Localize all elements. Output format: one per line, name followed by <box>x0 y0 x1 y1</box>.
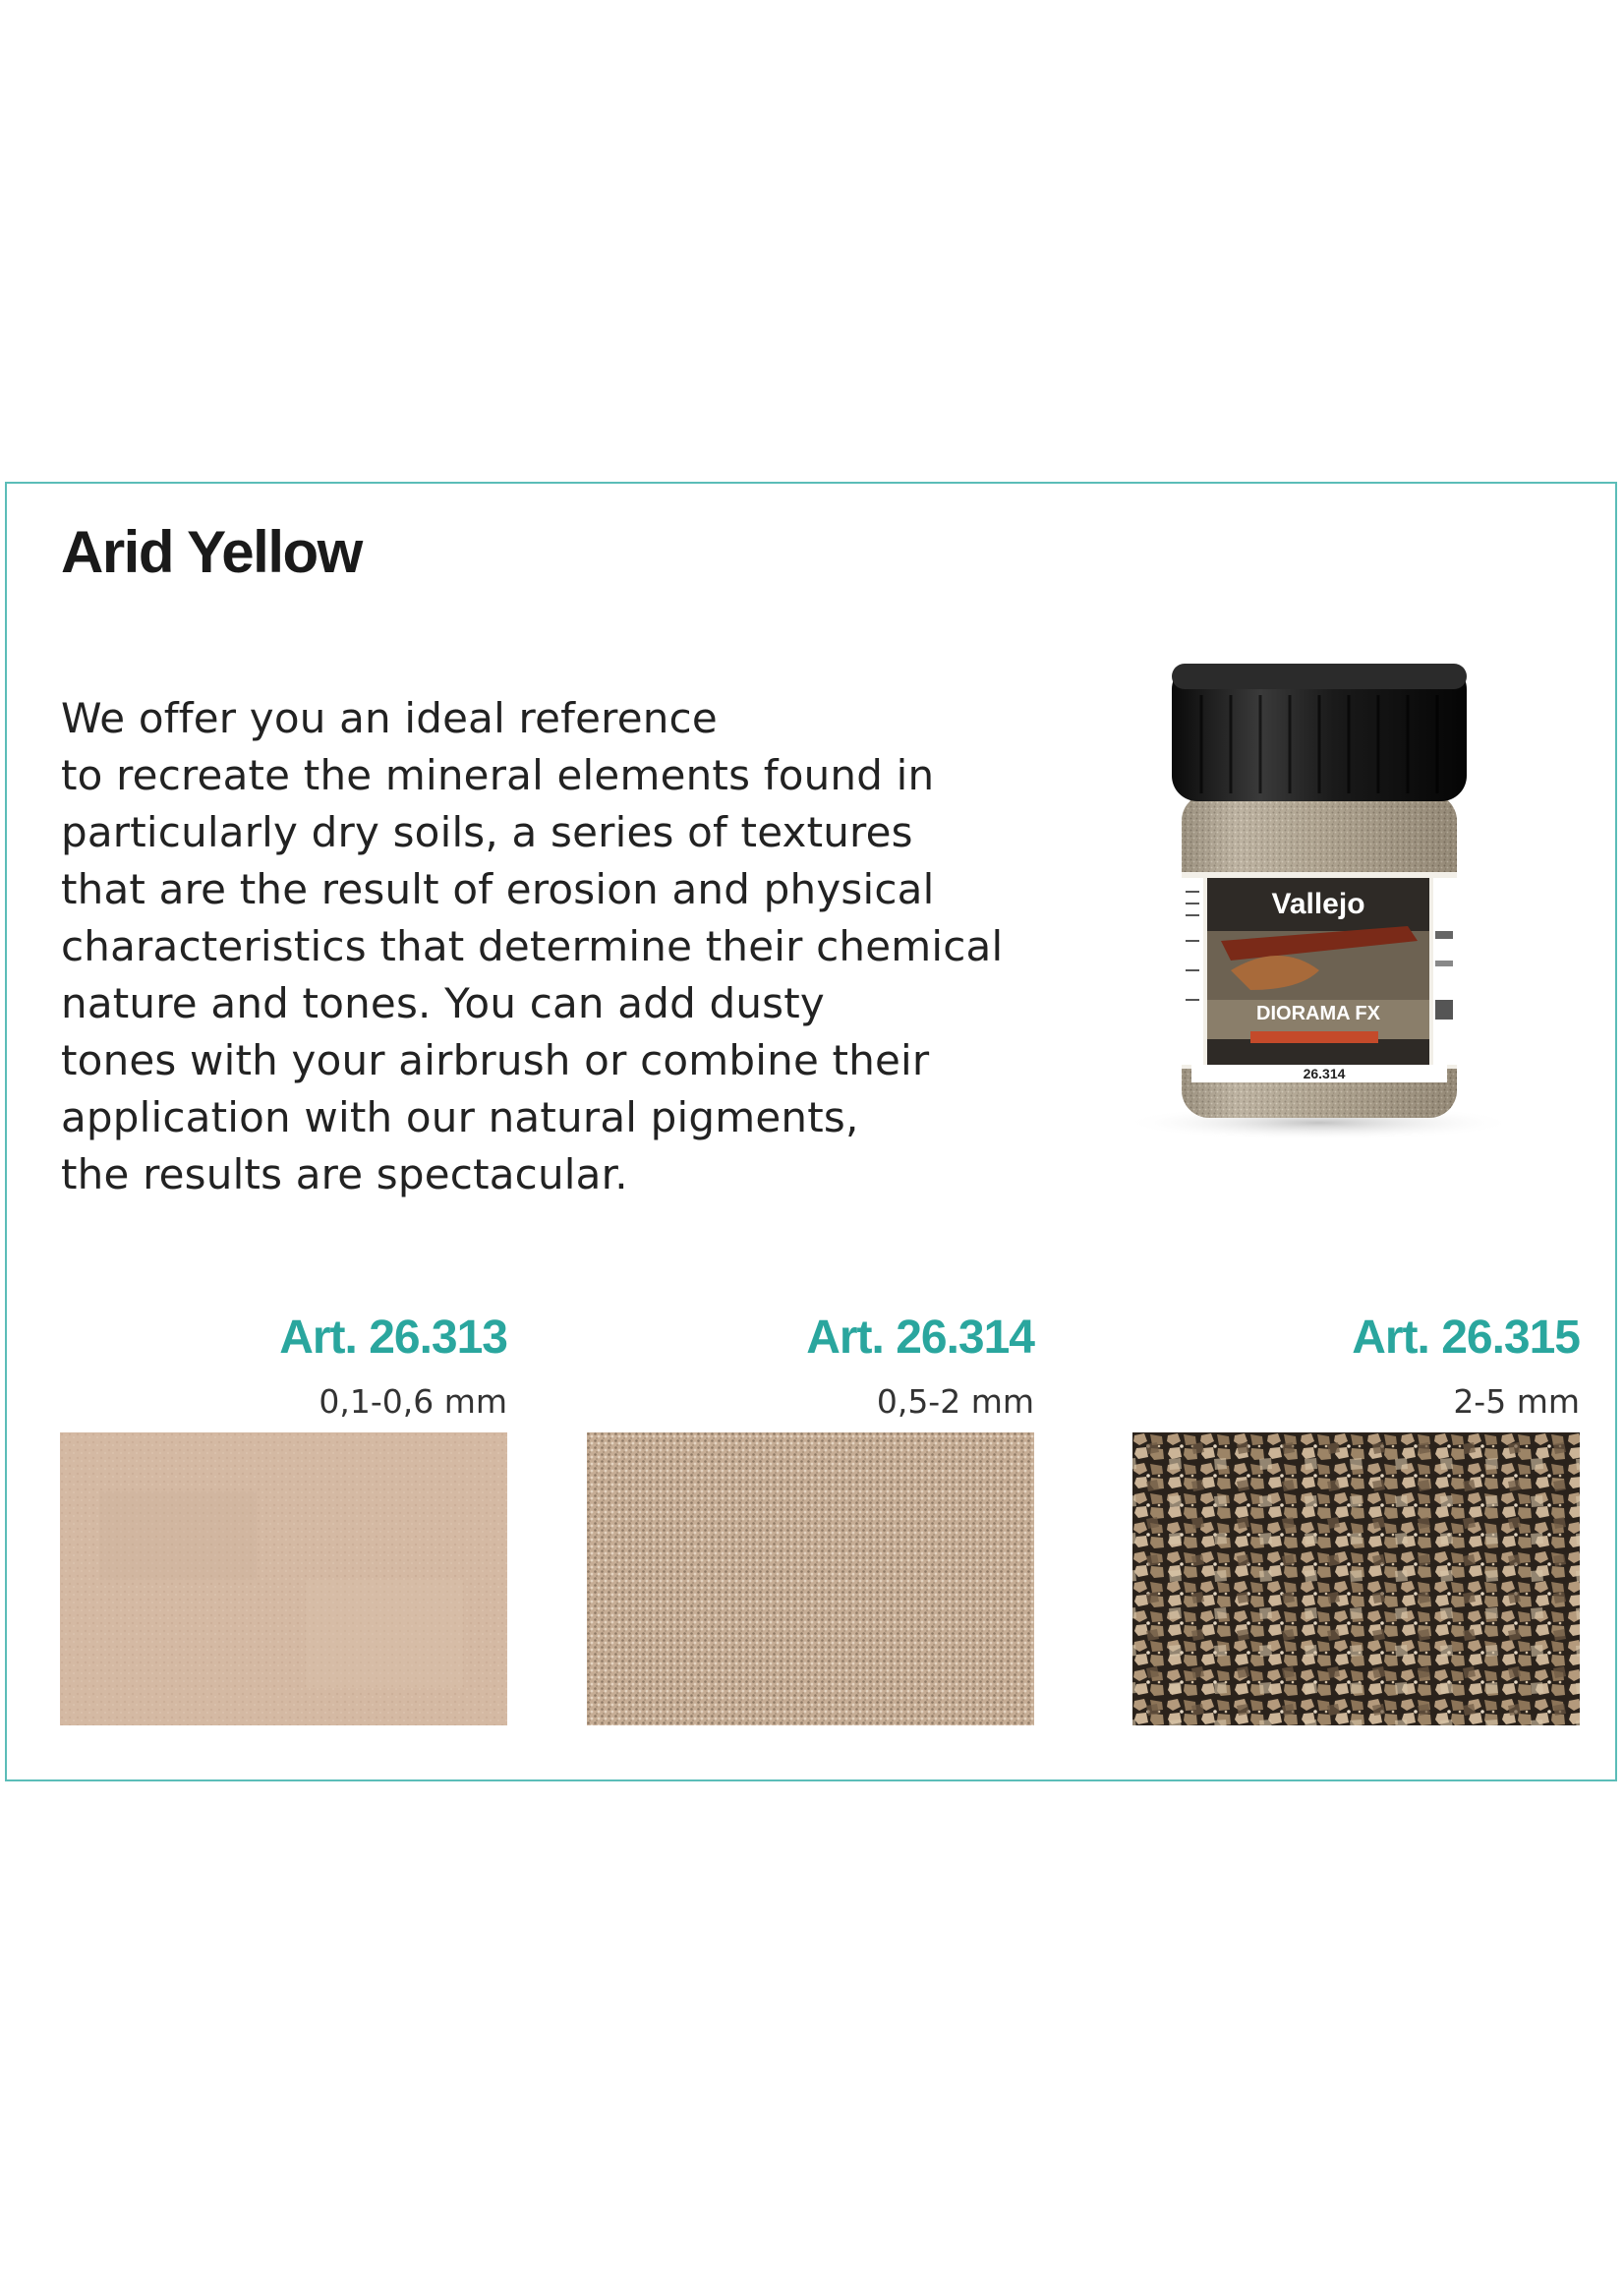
description-line: We offer you an ideal reference <box>61 694 718 742</box>
variant-art-number: Art. 26.315 <box>1352 1312 1580 1364</box>
description-line: particularly dry soils, a series of textures <box>61 808 913 856</box>
description-line: to recreate the mineral elements found in <box>61 751 935 799</box>
description-line: that are the result of erosion and physical <box>61 865 935 913</box>
texture-swatch-medium <box>587 1432 1034 1725</box>
variant-grain-size: 2-5 mm <box>1453 1382 1580 1421</box>
svg-text:26.314: 26.314 <box>1303 1066 1346 1081</box>
description-line: the results are spectacular. <box>61 1150 628 1198</box>
texture-swatch-coarse <box>1132 1432 1580 1725</box>
svg-text:Vallejo: Vallejo <box>1271 888 1365 920</box>
texture-swatch-fine <box>60 1432 507 1725</box>
product-description <box>61 690 1003 1203</box>
variant-art-number: Art. 26.314 <box>806 1312 1034 1364</box>
description-line: application with our natural pigments, <box>61 1093 859 1141</box>
product-title: Arid Yellow <box>61 519 362 585</box>
svg-text:DIORAMA FX: DIORAMA FX <box>1256 1003 1380 1024</box>
product-card <box>5 482 1617 1781</box>
variant-grain-size: 0,5-2 mm <box>876 1382 1034 1421</box>
variant-art-number: Art. 26.313 <box>279 1312 507 1364</box>
product-jar-image <box>1113 646 1526 1147</box>
description-line: characteristics that determine their chemical <box>61 922 1004 970</box>
description-line: tones with your airbrush or combine their <box>61 1036 930 1084</box>
description-line: nature and tones. You can add dusty <box>61 979 825 1027</box>
variant-grain-size: 0,1-0,6 mm <box>319 1382 507 1421</box>
